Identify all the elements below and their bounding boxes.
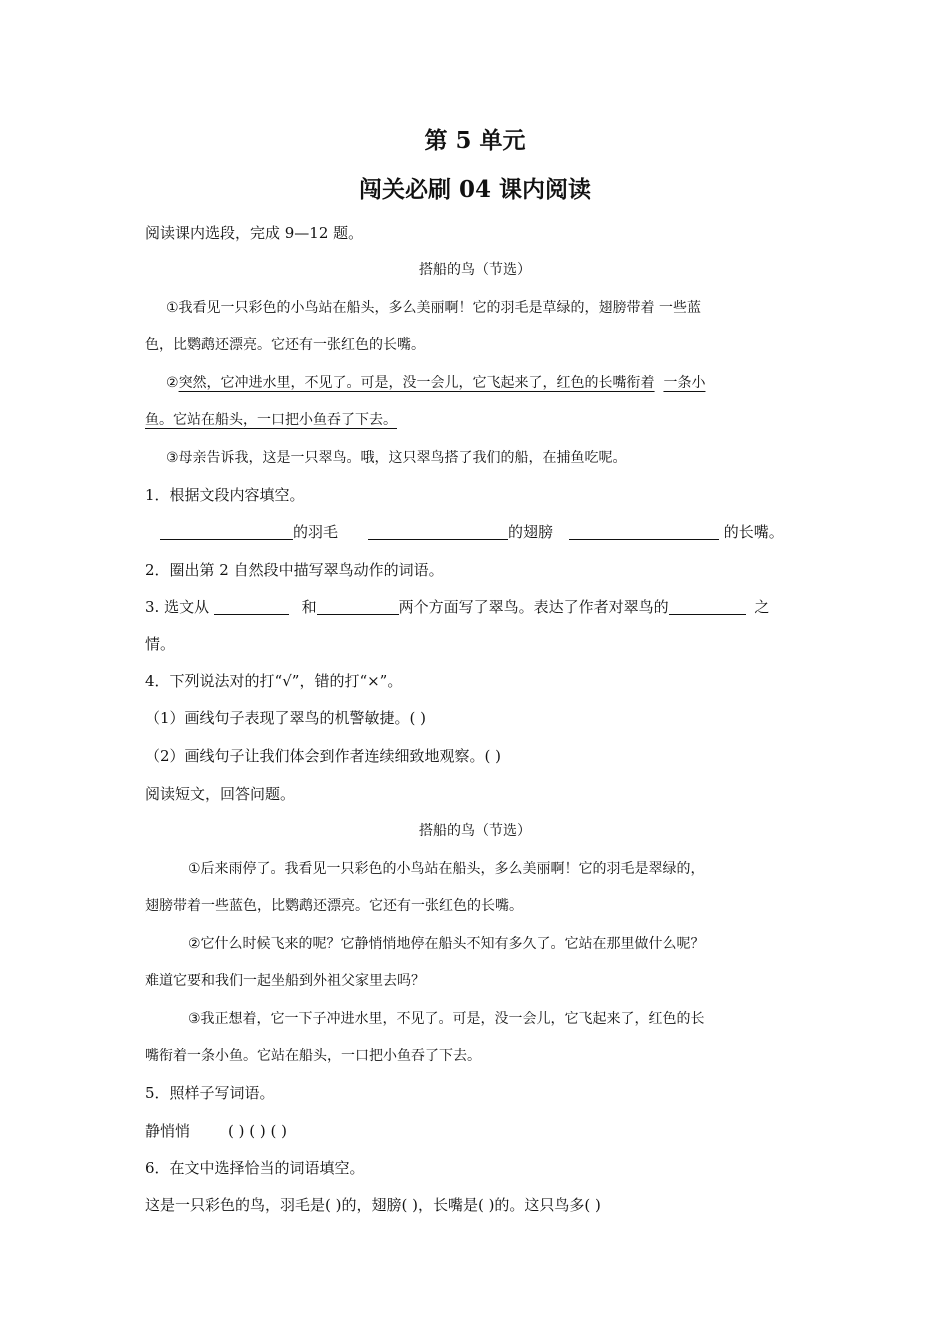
underlined-sentence-cont: 一条小: [663, 375, 706, 391]
passage2-p2-line2: 难道它要和我们一起坐船到外祖父家里去吗？: [145, 973, 425, 989]
section1-instruction: 阅读课内选段，完成 9—12 题。: [145, 224, 364, 242]
question-3-end: 情。: [145, 635, 176, 653]
passage1-p2-line1: [166, 373, 705, 393]
passage1-p2-line2: [145, 410, 397, 430]
question-4: 4．下列说法对的打“√”，错的打“×”。: [145, 672, 403, 690]
passage2-p3-line2: 嘴衔着一条小鱼。它站在船头，一口把小鱼吞了下去。: [145, 1048, 481, 1064]
question-6: 6．在文中选择恰当的词语填空。: [145, 1159, 365, 1177]
question-5-row: [145, 1121, 287, 1141]
underlined-sentence-end: 鱼。它站在船头，一口把小鱼吞了下去。: [145, 412, 397, 428]
question-5: 5．照样子写词语。: [145, 1084, 275, 1102]
question-1: 1．根据文段内容填空。: [145, 486, 305, 504]
passage1-p1-line1: ①我看见一只彩色的小鸟站在船头，多么美丽啊！它的羽毛是草绿的，翅膀带着 一些蓝: [166, 300, 701, 316]
paragraph-number: ②: [166, 375, 179, 391]
passage2-p2-line1: ②它什么时候飞来的呢？它静悄悄地停在船头不知有多久了。它站在那里做什么呢？: [188, 936, 705, 952]
question-6-line[interactable]: 这是一只彩色的鸟，羽毛是( )的，翅膀( )，长嘴是( )的。这只鸟多( ): [145, 1196, 601, 1214]
label-wing: 的翅膀: [508, 523, 554, 541]
passage2-p1-line1: ①后来雨停了。我看见一只彩色的小鸟站在船头，多么美丽啊！它的羽毛是翠绿的，: [188, 861, 705, 877]
passage1-p1-line2: 色，比鹦鹉还漂亮。它还有一张红色的长嘴。: [145, 337, 425, 353]
blank-beak[interactable]: [569, 523, 719, 540]
example-word: 静悄悄: [145, 1122, 191, 1140]
page-title: 闯关必刷 04 课内阅读: [358, 176, 592, 203]
question-4-2: （2）画线句子让我们体会到作者连续细致地观察。( ): [145, 747, 502, 765]
passage1-p3: ③母亲告诉我，这是一只翠鸟。哦，这只翠鸟搭了我们的船，在捕鱼吃呢。: [166, 450, 627, 466]
unit-heading: 第 5 单元: [424, 127, 526, 154]
blank-feeling[interactable]: [669, 598, 746, 615]
question-1-blanks: [160, 522, 784, 542]
underlined-sentence: 突然，它冲进水里，不见了。可是，没一会儿，它飞起来了，红色的长嘴衔着: [178, 375, 655, 391]
passage2-p3-line1: ③我正想着，它一下子冲进水里，不见了。可是，没一会儿，它飞起来了，红色的长: [188, 1011, 705, 1027]
label-feather: 的羽毛: [293, 523, 339, 541]
blank-wing[interactable]: [368, 523, 508, 540]
question-4-1: （1）画线句子表现了翠鸟的机警敏捷。( ): [145, 709, 427, 727]
passage1-title: 搭船的鸟（节选）: [419, 262, 531, 278]
word-blanks[interactable]: ( ) ( ) ( ): [228, 1122, 287, 1140]
question-3: 3. 选文从 和 两个方面写了翠鸟。表达了作者对翠鸟的 之: [145, 598, 770, 616]
section2-instruction: 阅读短文，回答问题。: [145, 785, 296, 803]
blank-feather[interactable]: [160, 523, 293, 540]
blank-aspect-1[interactable]: [214, 598, 289, 615]
blank-aspect-2[interactable]: [317, 598, 399, 615]
passage2-title: 搭船的鸟（节选）: [419, 823, 531, 839]
question-2: 2．圈出第 2 自然段中描写翠鸟动作的词语。: [145, 561, 444, 579]
passage2-p1-line2: 翅膀带着一些蓝色，比鹦鹉还漂亮。它还有一张红色的长嘴。: [145, 898, 523, 914]
label-beak: 的长嘴。: [719, 523, 784, 541]
